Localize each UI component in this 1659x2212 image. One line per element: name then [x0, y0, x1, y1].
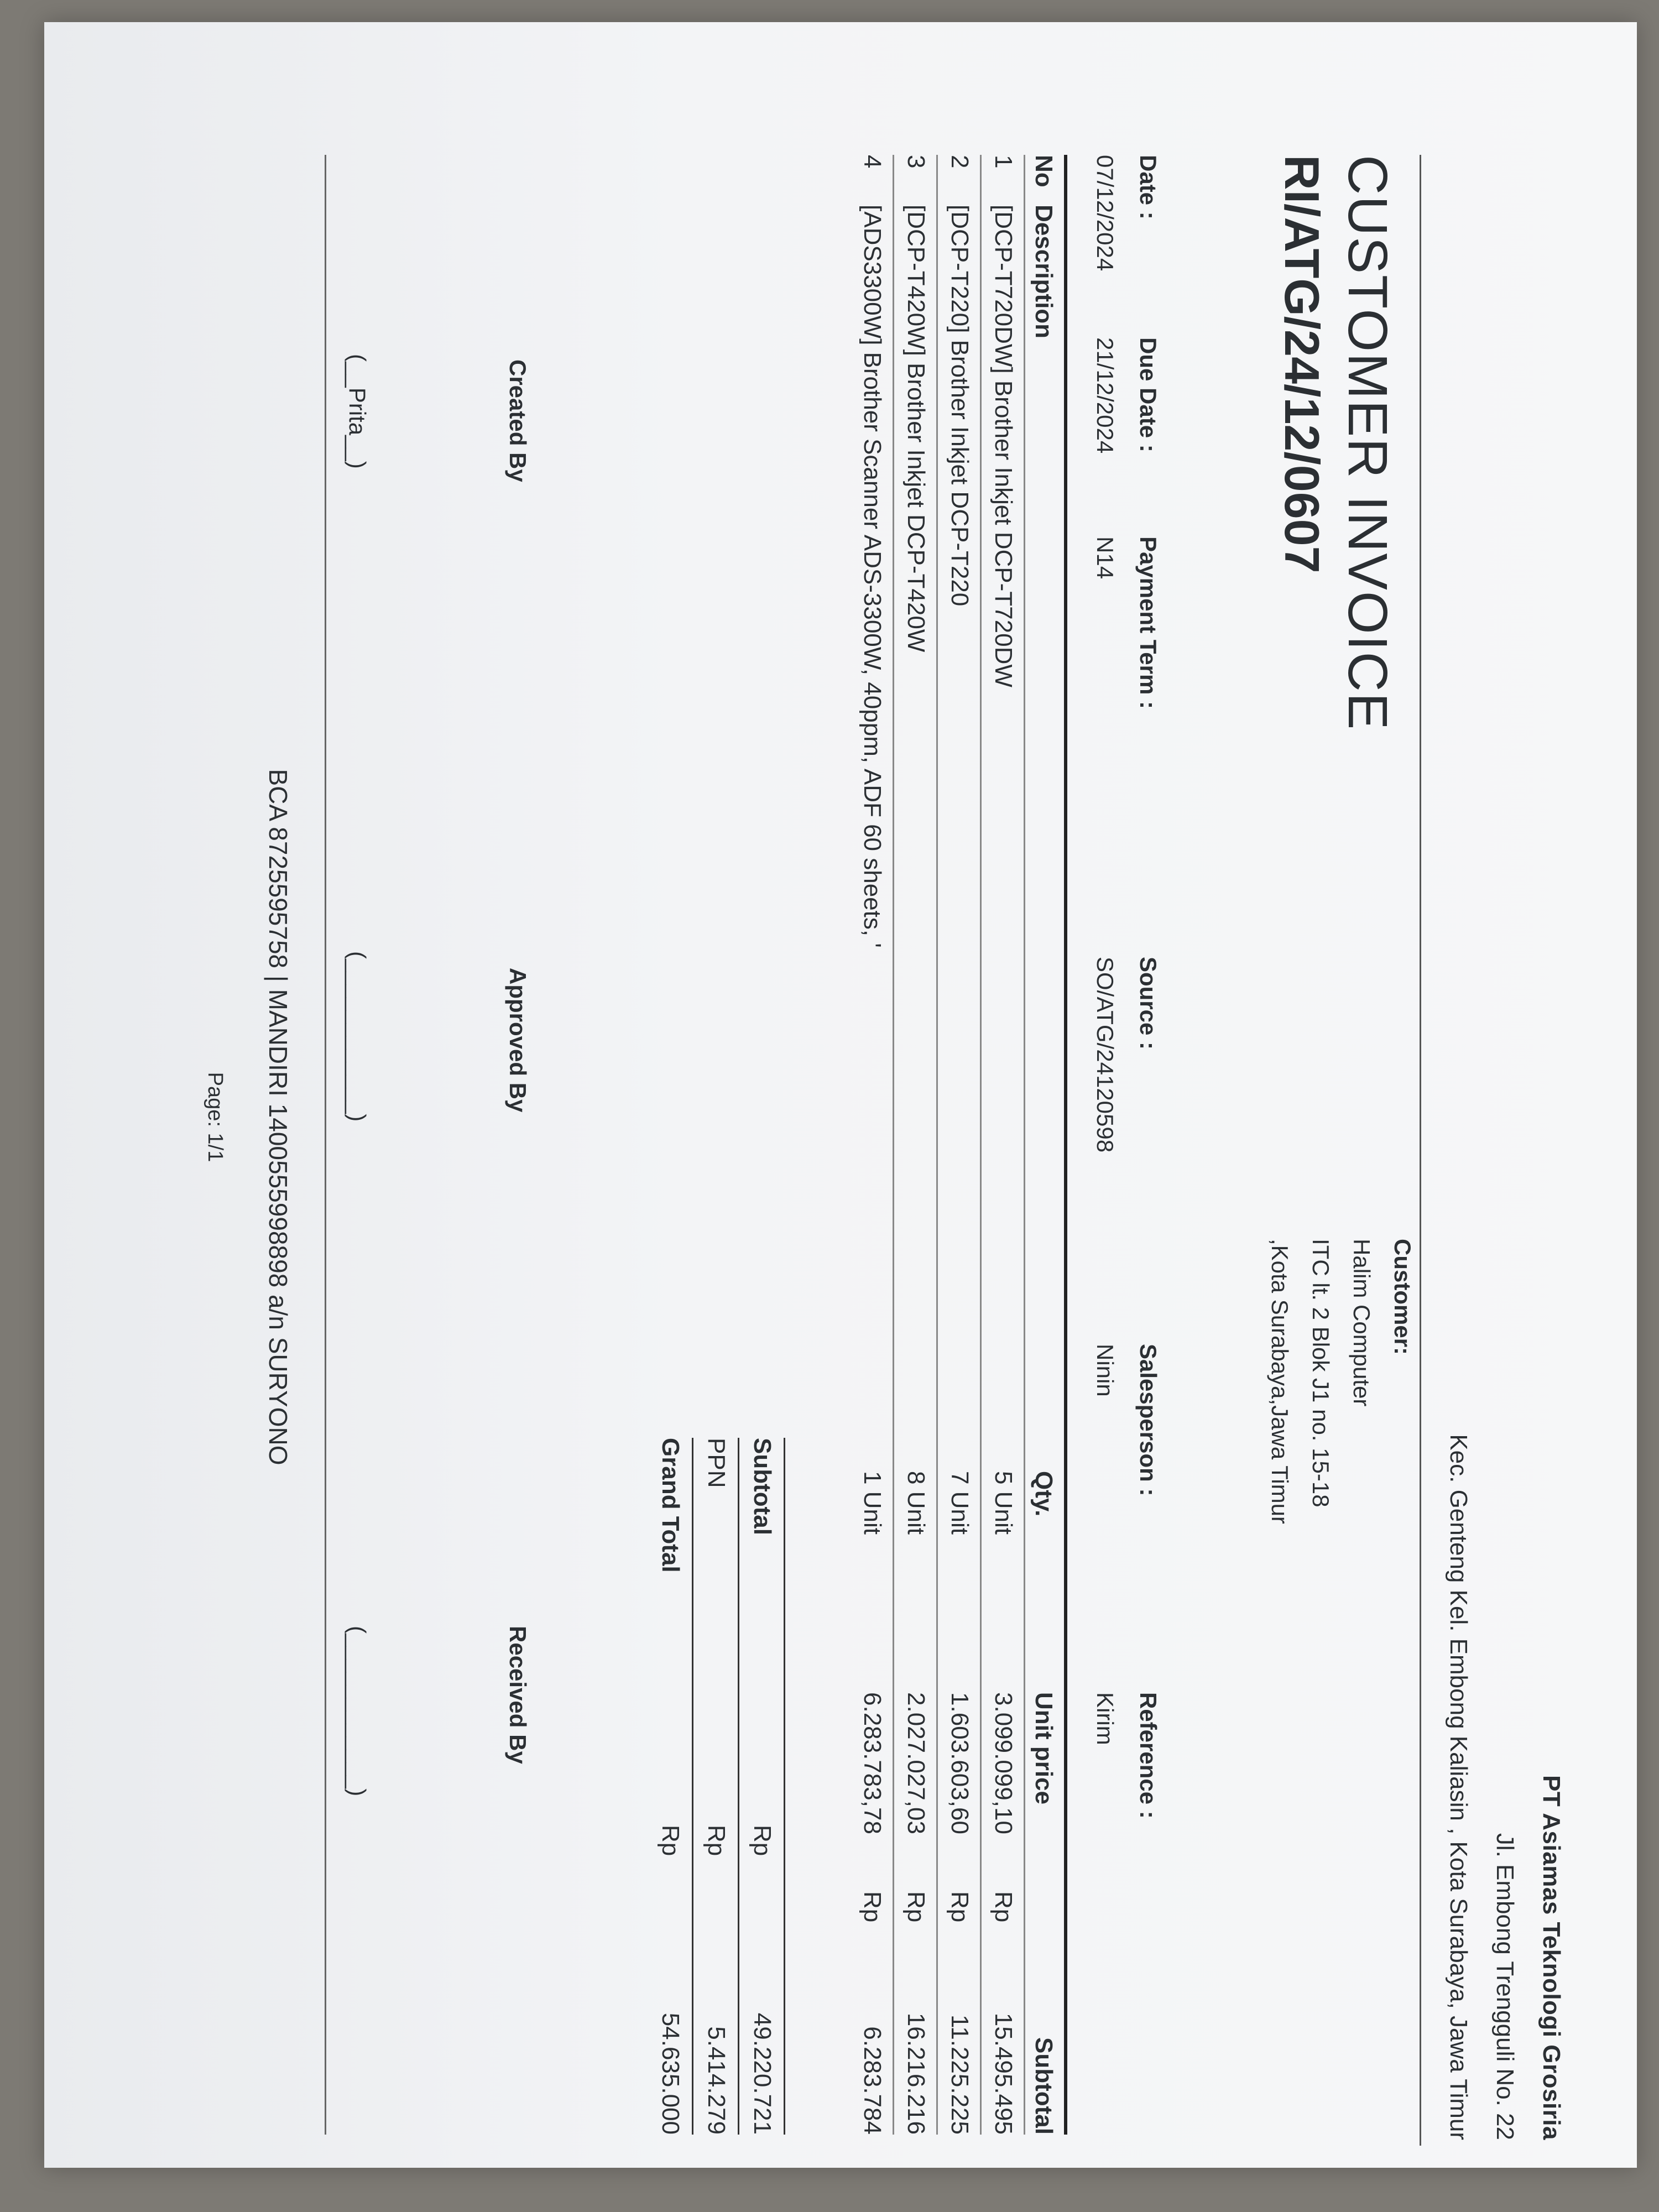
- header-divider: [1420, 155, 1421, 2146]
- source-value: SO/ATG/24120598: [1092, 957, 1118, 1153]
- row-subtotal: 15.495.495: [990, 2012, 1017, 2135]
- row-qty: 1 Unit: [859, 1471, 886, 1535]
- created-by-name: (__Prita__): [345, 354, 371, 469]
- received-by-name: (____________): [345, 1626, 371, 1797]
- row-currency: Rp: [946, 1891, 973, 1923]
- grand-total-label: Grand Total: [657, 1438, 684, 1573]
- date-label: Date :: [1135, 155, 1161, 220]
- approved-by-label: Approved By: [505, 968, 531, 1113]
- received-by-label: Received By: [505, 1626, 531, 1764]
- company-address-line2: Kec. Genteng Kel. Embong Kaliasin , Kota Surabaya, Jawa Timur: [1445, 1434, 1472, 2140]
- reference-label: Reference :: [1135, 1692, 1161, 1819]
- header-description: Description: [1030, 205, 1057, 339]
- header-qty: Qty.: [1030, 1471, 1057, 1517]
- grand-total-row: [648, 1438, 693, 2135]
- row-description: [DCP-T720DW] Brother Inkjet DCP-T720DW: [990, 205, 1017, 687]
- invoice-meta: [1073, 155, 1161, 2135]
- ppn-value: 5.414.279: [703, 2026, 730, 2135]
- footer-divider: [325, 155, 326, 2135]
- table-row: [938, 155, 982, 2135]
- ppn-currency: Rp: [703, 1825, 730, 1856]
- row-unit-price: 1.603.603,60: [946, 1692, 973, 1834]
- ppn-label: PPN: [703, 1438, 730, 1488]
- row-currency: Rp: [859, 1891, 886, 1923]
- row-unit-price: 3.099.099,10: [990, 1692, 1017, 1834]
- row-qty: 7 Unit: [946, 1471, 973, 1535]
- salesperson-value: Ninin: [1092, 1344, 1118, 1397]
- row-qty: 5 Unit: [990, 1471, 1017, 1535]
- signature-lines: [332, 155, 371, 2135]
- totals-block: [648, 1438, 785, 2135]
- row-no: 4: [859, 155, 886, 169]
- customer-address-line1: ITC lt. 2 Blok J1 no. 15-18: [1308, 1239, 1334, 1507]
- customer-label: Customer:: [1390, 1239, 1416, 1355]
- company-block: [1444, 1434, 1565, 2140]
- header-no: No: [1030, 155, 1057, 187]
- customer-address-line2: ,Kota Surabaya,Jawa Timur: [1267, 1239, 1293, 1524]
- line-items-table: [851, 155, 1067, 2135]
- company-address-line1: Jl. Embong Trengguli No. 22: [1491, 1833, 1519, 2140]
- payment-term-label: Payment Term :: [1135, 536, 1161, 709]
- invoice-title: CUSTOMER INVOICE: [1337, 155, 1399, 731]
- meta-payment-term: [1092, 536, 1161, 709]
- due-date-label: Due Date :: [1135, 337, 1161, 452]
- reference-value: Kirim: [1092, 1692, 1118, 1745]
- row-subtotal: 6.283.784: [859, 2026, 886, 2135]
- payment-term-value: N14: [1092, 536, 1118, 580]
- row-unit-price: 6.283.783,78: [859, 1692, 886, 1834]
- created-by-label: Created By: [505, 359, 531, 482]
- meta-source: [1092, 957, 1161, 1152]
- date-value: 07/12/2024: [1092, 155, 1118, 272]
- customer-block: [1266, 1239, 1416, 1736]
- company-name: PT Asiamas Teknologi Grosiria: [1538, 1775, 1565, 2140]
- invoice-title-block: [1274, 155, 1399, 731]
- row-no: 3: [902, 155, 930, 169]
- row-subtotal: 11.225.225: [946, 2015, 973, 2135]
- header-subtotal: Subtotal: [1030, 2037, 1057, 2135]
- table-row: [982, 155, 1025, 2135]
- subtotal-value: 49.220.721: [749, 2012, 776, 2135]
- invoice-number: RI/ATG/24/12/0607: [1275, 155, 1329, 573]
- approved-by-name: (____________): [345, 951, 371, 1122]
- row-currency: Rp: [990, 1891, 1017, 1923]
- row-qty: 8 Unit: [902, 1471, 930, 1535]
- row-description: [DCP-T220] Brother Inkjet DCP-T220: [946, 205, 973, 607]
- signature-labels: [498, 155, 531, 2135]
- row-currency: Rp: [902, 1891, 930, 1923]
- page-number: Page: 1/1: [204, 1072, 227, 1162]
- grand-total-currency: Rp: [657, 1825, 684, 1856]
- row-no: 2: [946, 155, 973, 169]
- ppn-row: [693, 1438, 739, 2135]
- subtotal-currency: Rp: [749, 1825, 776, 1856]
- meta-reference: [1092, 1692, 1161, 1819]
- table-row: [851, 155, 894, 2135]
- grand-total-value: 54.635.000: [657, 2012, 684, 2135]
- row-description: [DCP-T420W] Brother Inkjet DCP-T420W: [902, 205, 930, 653]
- meta-due-date: [1092, 337, 1161, 453]
- row-no: 1: [990, 155, 1017, 169]
- bank-accounts: BCA 8725595758 | MANDIRI 1400555998898 a/n SURYONO: [264, 769, 293, 1465]
- meta-salesperson: [1092, 1344, 1161, 1496]
- table-header: [1025, 155, 1067, 2135]
- row-description: [ADS3300W] Brother Scanner ADS-3300W, 40ppm, ADF 60 sheets, ': [859, 205, 886, 948]
- row-unit-price: 2.027.027,03: [902, 1692, 930, 1834]
- subtotal-row: [739, 1438, 785, 2135]
- subtotal-label: Subtotal: [749, 1438, 776, 1535]
- table-row: [894, 155, 938, 2135]
- paper-sheet: [44, 22, 1637, 2168]
- salesperson-label: Salesperson :: [1135, 1344, 1161, 1496]
- customer-name: Halim Computer: [1349, 1239, 1375, 1407]
- row-subtotal: 16.216.216: [902, 2012, 930, 2135]
- source-label: Source :: [1135, 957, 1161, 1050]
- meta-date: [1092, 155, 1161, 271]
- header-unit-price: Unit price: [1030, 1692, 1057, 1804]
- due-date-value: 21/12/2024: [1092, 337, 1118, 454]
- invoice-document: [144, 77, 1582, 2157]
